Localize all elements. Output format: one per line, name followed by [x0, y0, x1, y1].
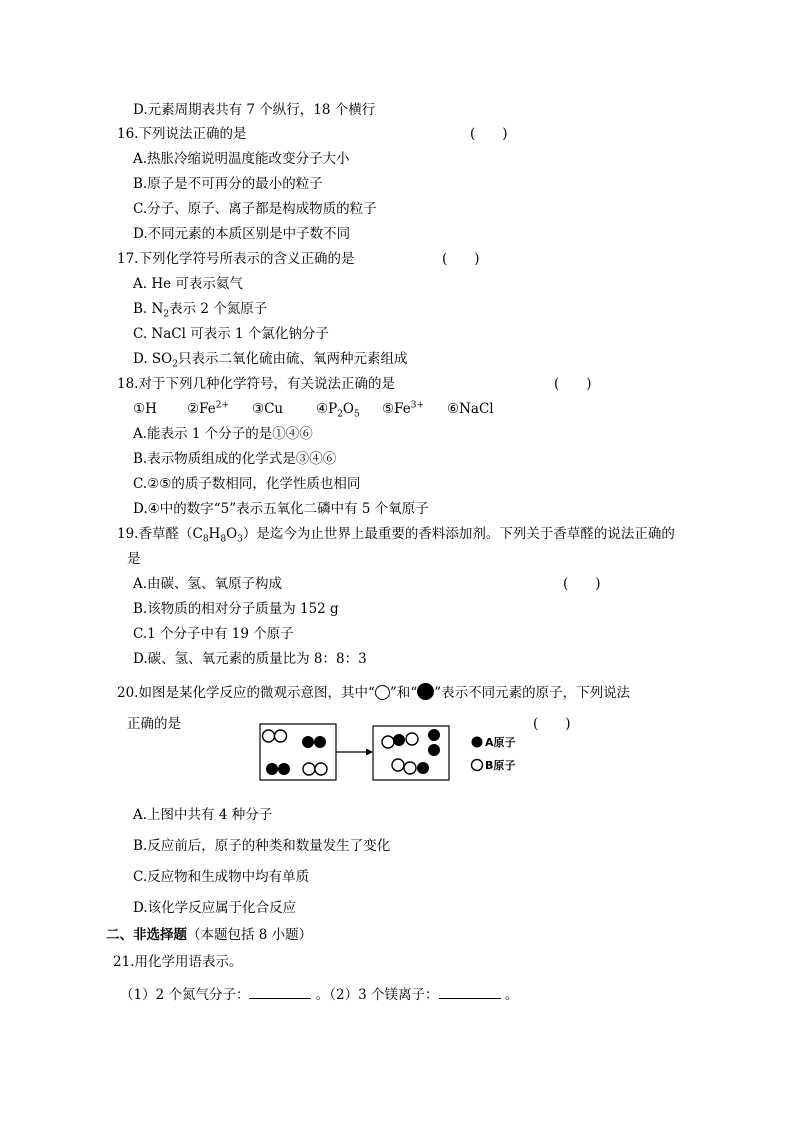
a-atom — [428, 729, 440, 741]
q15-option-d: D.元素周期表共有 7 个纵行，18 个横行 — [133, 102, 376, 118]
q17-answer-paren[interactable]: ( ) — [442, 251, 480, 267]
a-atom — [314, 736, 326, 748]
q18-option-a: A.能表示 1 个分子的是①④⑥ — [133, 426, 313, 442]
q20-option-b: B.反应前后，原子的种类和数量发生了变化 — [133, 838, 391, 854]
q18-option-b: B.表示物质组成的化学式是③④⑥ — [133, 451, 337, 467]
q16-stem: 16.下列说法正确的是 — [117, 126, 247, 142]
q20-option-c: C.反应物和生成物中均有单质 — [133, 869, 310, 885]
q20-stem: 20.如图是某化学反应的微观示意图，其中“ ”和“ ”表示不同元素的原子，下列说法 — [117, 685, 631, 701]
reaction-diagram — [256, 720, 546, 784]
q18-option-c: C.②⑤的质子数相同，化学性质也相同 — [133, 476, 361, 492]
q18-option-d: D.④中的数字“5”表示五氧化二磷中有 5 个氧原子 — [133, 501, 429, 517]
a-atom — [417, 762, 429, 774]
section2-heading — [106, 925, 312, 945]
b-atom — [315, 763, 327, 775]
q19-option-a: A.由碳、氢、氧原子构成 — [133, 576, 283, 592]
black-atom-icon — [417, 683, 434, 700]
q16-option-b: B.原子是不可再分的最小的粒子 — [133, 176, 323, 192]
q19-option-d: D.碳、氢、氧元素的质量比为 8：8：3 — [133, 651, 367, 667]
q16-option-a: A.热胀冷缩说明温度能改变分子大小 — [133, 151, 350, 167]
q17-option-b: B. $N_2$表示 2 个氮原子 — [133, 301, 268, 320]
q17-option-a: A. He 可表示氦气 — [133, 276, 243, 292]
q16-option-d: D.不同元素的本质区别是中子数不同 — [133, 226, 351, 242]
q19-option-c: C.1 个分子中有 19 个原子 — [133, 626, 294, 642]
a-atom — [428, 744, 440, 756]
b-atom — [392, 759, 404, 771]
q19-answer-paren[interactable]: ( ) — [563, 576, 601, 592]
q18-symbol-2: $②Fe^{2+}$ — [187, 400, 230, 417]
legend-a-icon — [472, 737, 483, 748]
q18-symbol-1: ①H — [133, 401, 157, 417]
q21-blank-2[interactable] — [439, 984, 501, 999]
q19-stem: 19.香草醛$(C_8H_8O_3)$是迄今为止世界上最重要的香料添加剂。下列关于香草醛的说法正确的 — [117, 526, 675, 545]
q21-stem: 21.用化学用语表示。 — [113, 954, 243, 970]
q19-option-b: B.该物质的相对分子质量为 152 g — [133, 601, 339, 617]
section2-title: 二、非选择题 — [106, 927, 187, 943]
q17-stem: 17.下列化学符号所表示的含义正确的是 — [117, 251, 355, 267]
q21-parts: （1）2 个氮气分子： 。（2）3 个镁离子： 。 — [120, 984, 518, 1005]
q20-option-d: D.该化学反应属于化合反应 — [133, 900, 297, 916]
q18-symbol-6: ⑥NaCl — [447, 401, 494, 417]
q16-option-c: C.分子、原子、离子都是构成物质的粒子 — [133, 201, 377, 217]
a-atom — [266, 763, 278, 775]
b-atom — [303, 763, 315, 775]
q18-answer-paren[interactable]: ( ) — [554, 376, 592, 392]
q18-stem: 18.对于下列几种化学符号，有关说法正确的是 — [117, 376, 395, 392]
q19-stem-line2: 是 — [127, 551, 141, 567]
b-atom — [382, 736, 394, 748]
q18-symbol-3: ③Cu — [252, 401, 284, 417]
q16-answer-paren[interactable]: ( ) — [470, 126, 508, 142]
a-atom — [278, 763, 290, 775]
b-atom — [404, 762, 416, 774]
q20-option-a: A.上图中共有 4 种分子 — [133, 807, 273, 823]
q18-symbol-5: $⑤Fe^{3+}$ — [382, 400, 425, 417]
q20-stem-line2: 正确的是 — [127, 716, 181, 732]
q17-option-d: D. $SO_2$只表示二氧化硫由硫、氧两种元素组成 — [133, 351, 408, 370]
b-atom — [275, 730, 287, 742]
arrow-head — [366, 749, 373, 756]
a-atom — [302, 736, 314, 748]
q18-symbol-4: $④P_2O_5$ — [316, 401, 360, 420]
white-atom-icon — [375, 685, 390, 700]
q17-option-c: C. NaCl 可表示 1 个氯化钠分子 — [133, 326, 329, 342]
q20-answer-paren[interactable]: ( ) — [533, 716, 571, 732]
b-atom — [406, 733, 418, 745]
b-atom — [263, 730, 275, 742]
legend-b-label: B原子 — [485, 759, 516, 772]
section2-note: （本题包括 8 小题） — [187, 927, 313, 943]
legend-b-icon — [472, 760, 483, 771]
legend-a-label: A原子 — [485, 736, 516, 749]
q21-blank-1[interactable] — [249, 984, 311, 999]
a-atom — [393, 734, 405, 746]
